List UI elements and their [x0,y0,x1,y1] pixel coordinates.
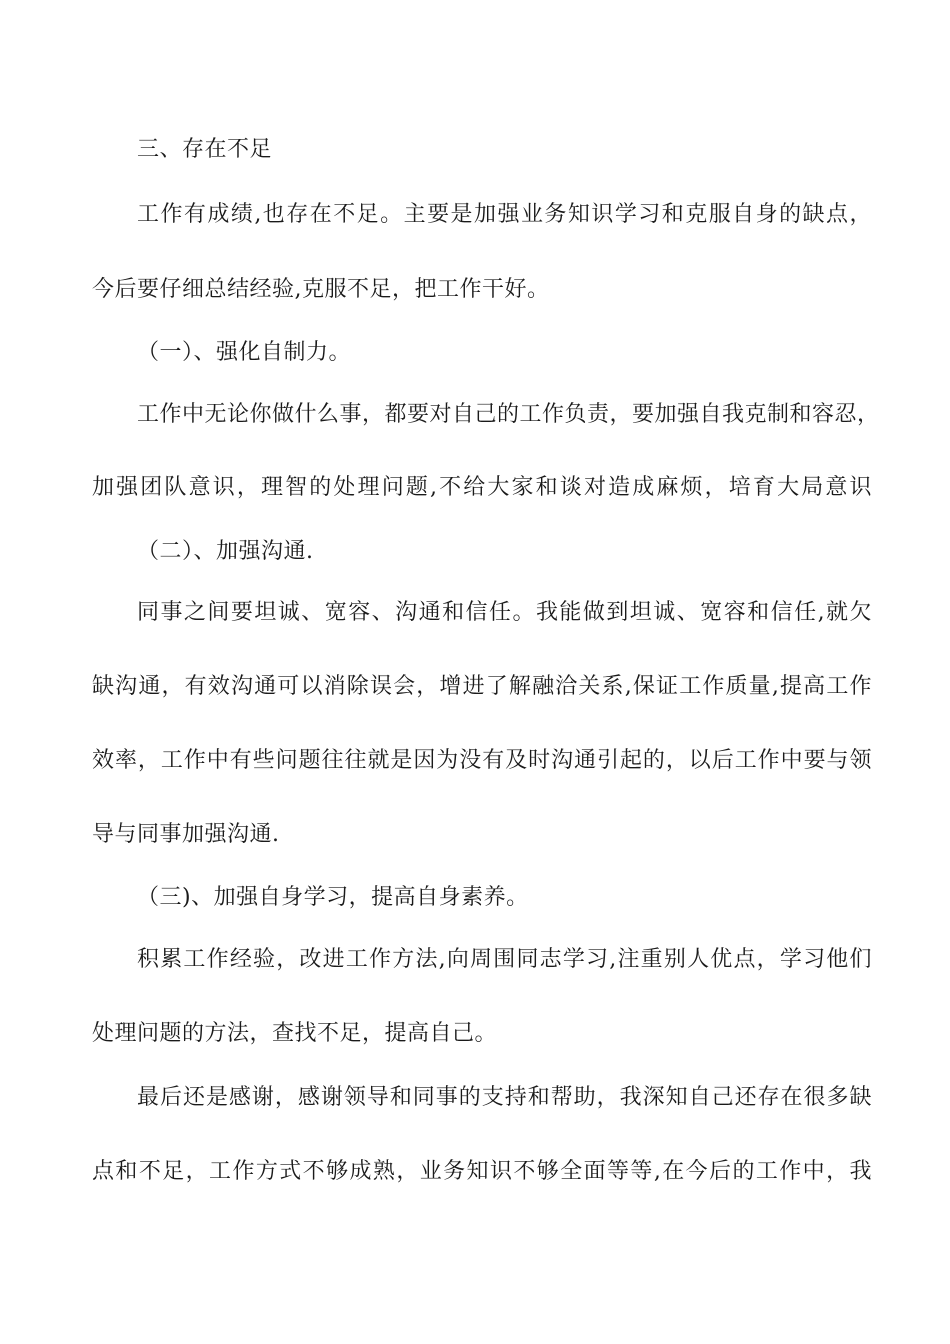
paragraph-line: 今后要仔细总结经验,克服不足，把工作干好。 [92,277,550,302]
paragraph-line: 处理问题的方法，查找不足，提高自己。 [92,1021,498,1046]
section-heading: 三、存在不足 [137,137,273,162]
paragraph-line: 同事之间要坦诚、宽容、沟通和信任。我能做到坦诚、宽容和信任,就欠 [137,600,872,625]
paragraph-line: 点和不足，工作方式不够成熟，业务知识不够全面等等,在今后的工作中，我 [92,1159,872,1184]
paragraph-line: 缺沟通，有效沟通可以消除误会，增进了解融洽关系,保证工作质量,提高工作 [92,674,872,699]
subsection-heading: （三)、加强自身学习，提高自身素养。 [137,885,529,910]
subsection-heading: （一）、强化自制力。 [137,340,352,365]
paragraph-line: 工作有成绩,也存在不足。主要是加强业务知识学习和克服自身的缺点， [137,202,872,227]
paragraph-line: 导与同事加强沟通. [92,822,280,847]
paragraph-line: 效率，工作中有些问题往往就是因为没有及时沟通引起的，以后工作中要与领 [92,748,872,773]
paragraph-line: 工作中无论你做什么事，都要对自己的工作负责，要加强自我克制和容忍， [137,402,880,427]
paragraph-line: 加强团队意识，理智的处理问题,不给大家和谈对造成麻烦，培育大局意识 [92,475,872,500]
paragraph-line: 积累工作经验，改进工作方法,向周围同志学习,注重别人优点，学习他们 [137,947,872,972]
paragraph-line: 最后还是感谢，感谢领导和同事的支持和帮助，我深知自己还存在很多缺 [137,1085,872,1110]
subsection-heading: （二）、加强沟通. [137,539,314,564]
